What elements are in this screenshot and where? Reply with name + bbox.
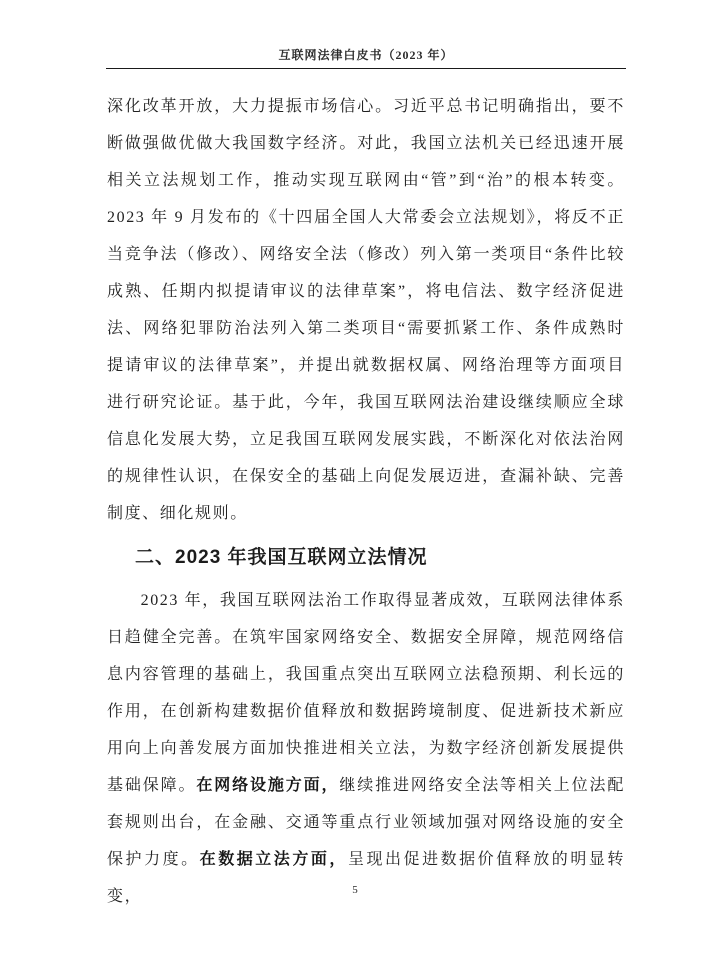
paragraph-segment-bold: 在网络设施方面， [196,777,340,794]
paragraph-continued: 深化改革开放，大力提振市场信心。习近平总书记明确指出，要不断做强做优做大我国数字经济。对此，我国立法机关已经迅速开展相关立法规划工作，推动实现互联网由“管”到“治”的根本转变。2023 年 9 月发布的《十四届全国人大常委会立法规划》，将反不正当竞争法（修改）、网络安全法（修改）列入第一类项目“条件比较成熟、任期内拟提请审议的法律草案”，将电信法、数字经济促进法、网络犯罪防治法列入第二类项目“需要抓紧工作、条件成熟时提请审议的法律草案”，并提出就数据权属、网络治理等方面项目进行研究论证。基于此，今年，我国互联网法治建设继续顺应全球信息化发展大势，立足我国互联网发展实践，不断深化对依法治网的规律性认识，在保安全的基础上向促发展迈进，查漏补缺、完善制度、细化规则。 [107,98,625,522]
paragraph-segment: 2023 年，我国互联网法治工作取得显著成效，互联网法律体系日趋健全完善。在筑牢国家网络安全、数据安全屏障，规范网络信息内容管理的基础上，我国重点突出互联网立法稳预期、利长远的作用，在创新构建数据价值释放和数据跨境制度、促进新技术新应用向上向善发展方面加快推进相关立法，为数字经济创新发展提供基础保障。 [107,592,625,794]
page-body [107,88,625,915]
section-heading: 二、2023 年我国互联网立法情况 [135,547,428,568]
paragraph-segment-bold: 在数据立法方面， [199,851,348,868]
page-footer [0,884,710,896]
running-header-title: 互联网法律白皮书（2023 年） [278,48,454,62]
paragraph-legislation [107,582,625,915]
page-number: 5 [352,884,358,896]
running-header [106,46,626,69]
paragraph-segment: 呈现出促进数据价值释放的明显转变， [107,851,625,905]
paragraph-segment: 继续推进网络安全法等相关上位法配套规则出台，在金融、交通等重点行业领域加强对网络设施的安全保护力度。 [107,777,625,868]
